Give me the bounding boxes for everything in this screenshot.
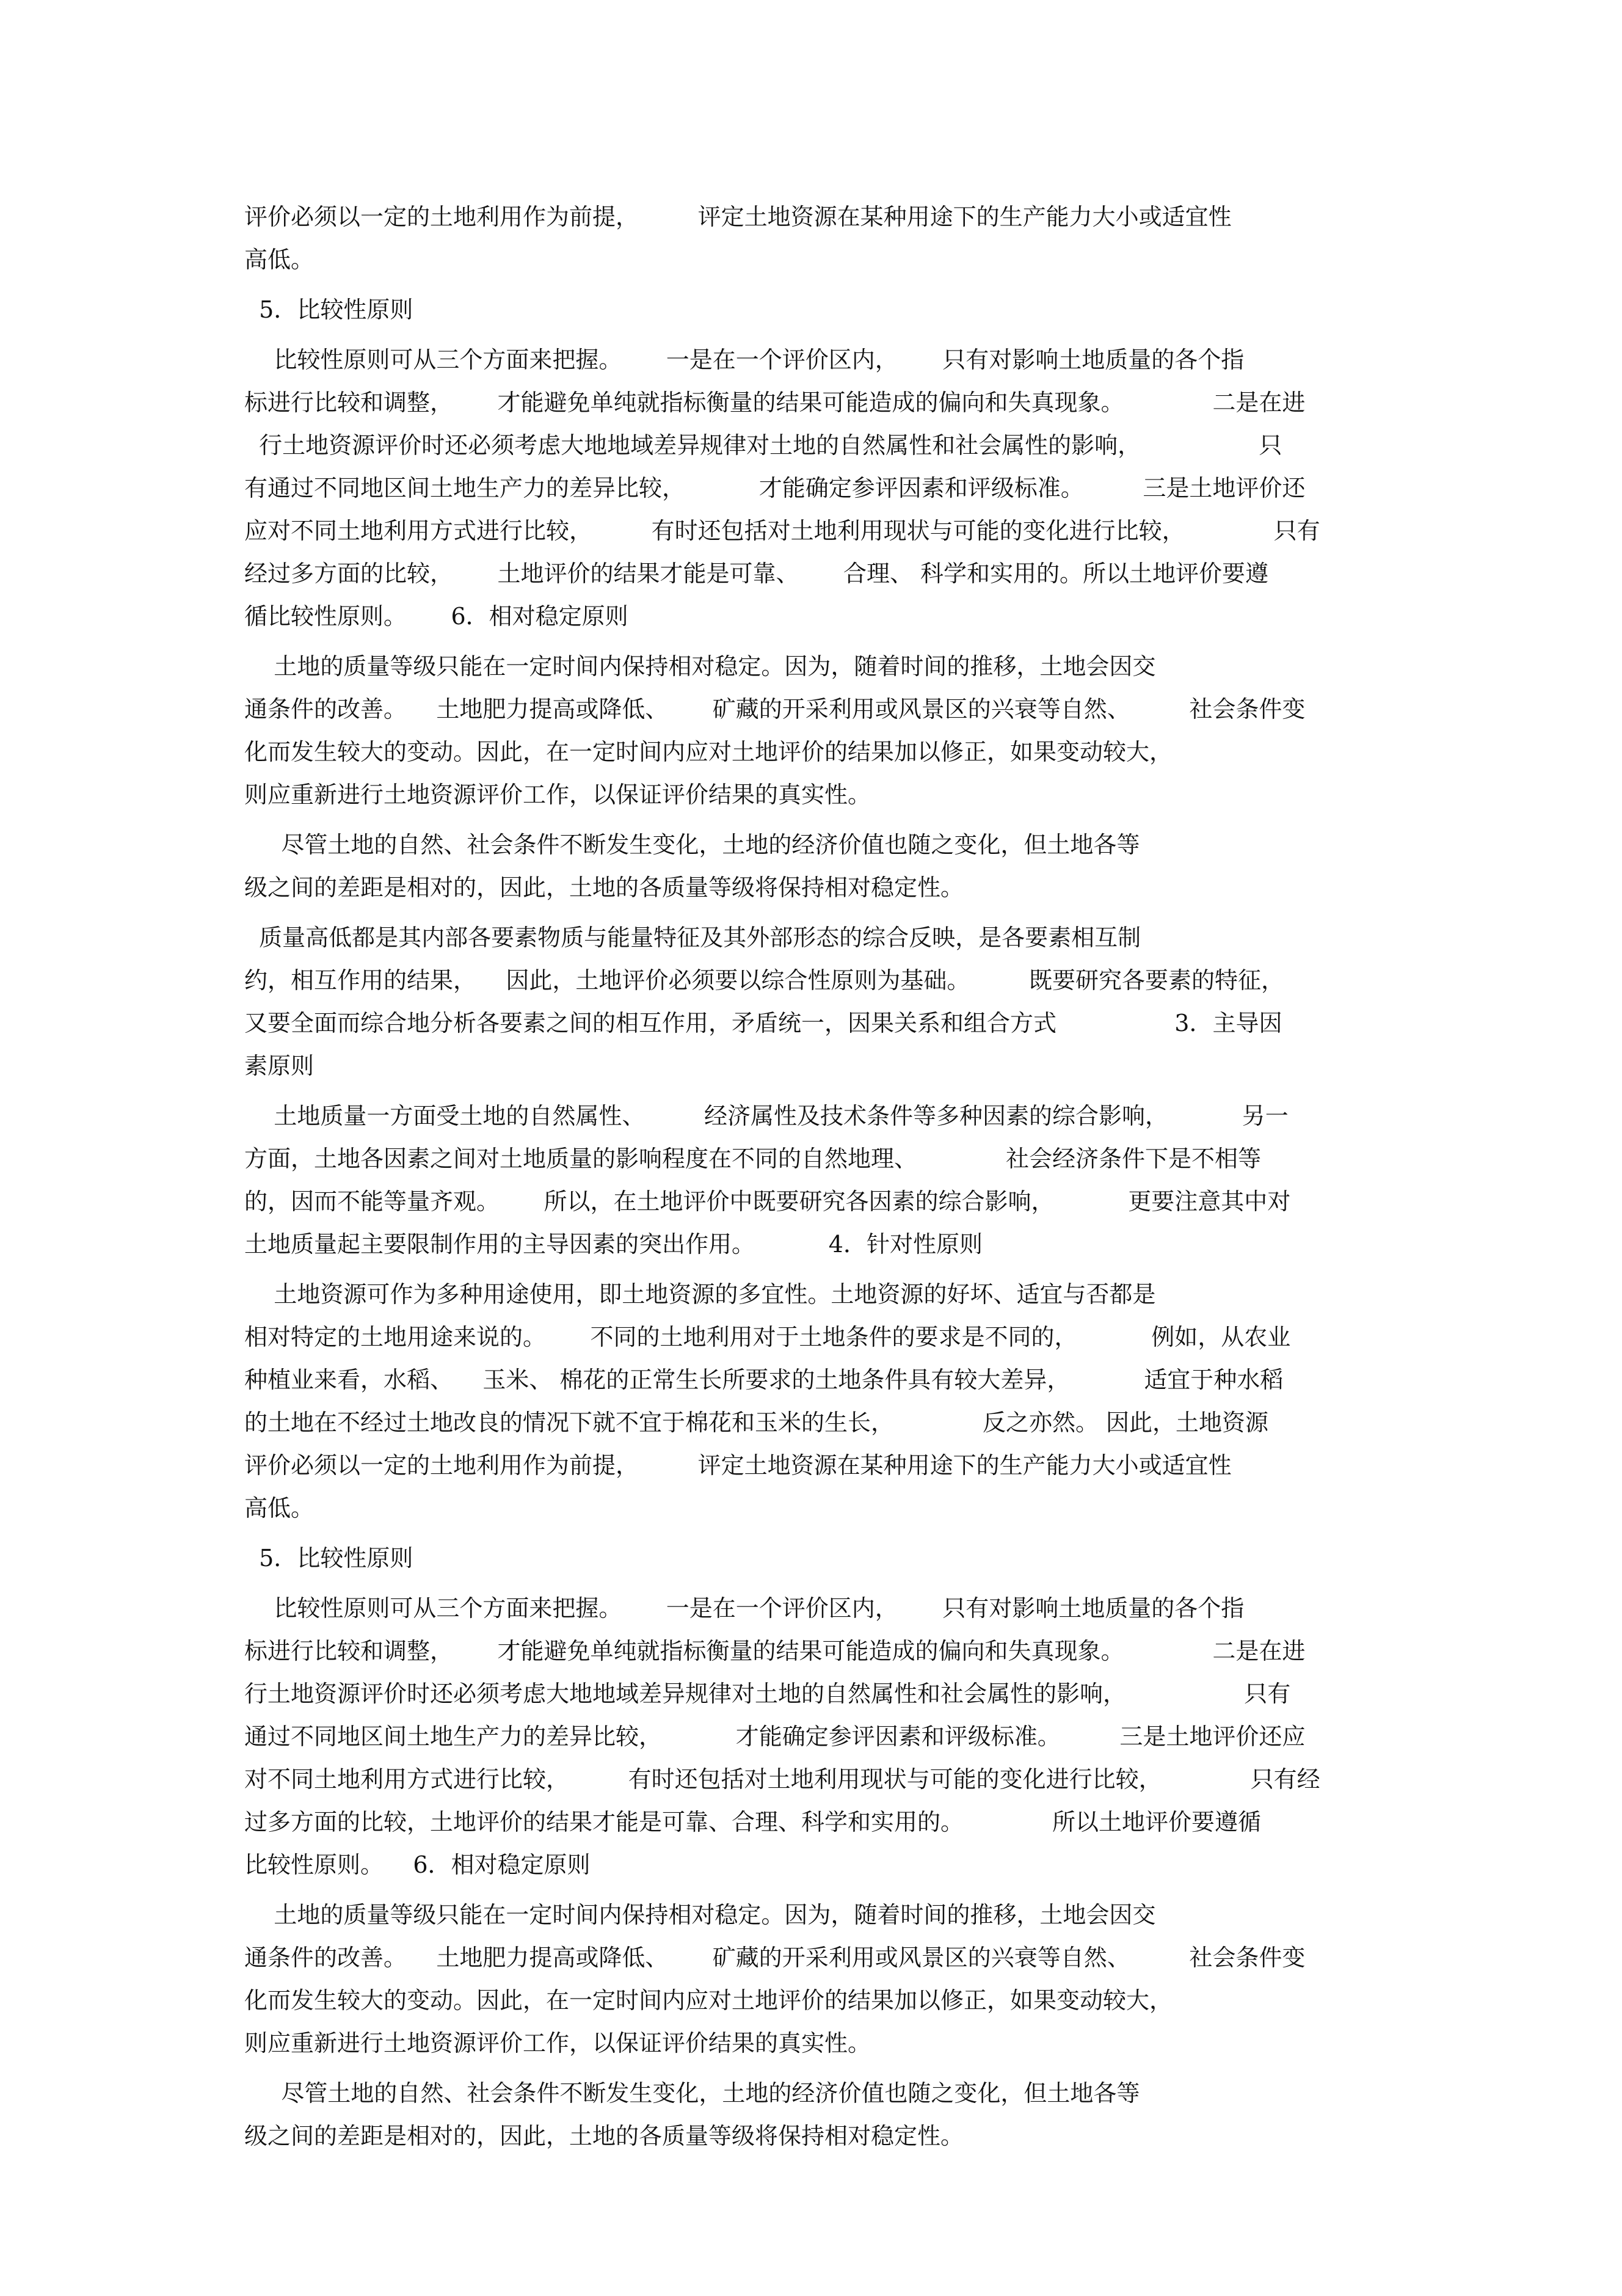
text-line-content: 相对特定的土地用途来说的。 不同的土地利用对于土地条件的要求是不同的， 例如，从农业 xyxy=(244,1324,1291,1350)
text-line xyxy=(244,1044,1386,1087)
text-line-content: 素原则 xyxy=(244,1052,315,1079)
text-line-content: 质量高低都是其内部各要素物质与能量特征及其外部形态的综合反映，是各要素相互制 xyxy=(244,924,1141,951)
text-line-content: 行土地资源评价时还必须考虑大地地域差异规律对土地的自然属性和社会属性的影响， 只 xyxy=(244,432,1282,459)
text-line xyxy=(244,595,1386,638)
text-line xyxy=(244,1672,1386,1715)
text-line-content: 高低。 xyxy=(244,1495,315,1522)
text-line-content: 比较性原则可从三个方面来把握。 一是在一个评价区内， 只有对影响土地质量的各个指 xyxy=(244,346,1245,373)
text-line xyxy=(244,509,1386,552)
text-line-content: 评价必须以一定的土地利用作为前提， 评定土地资源在某种用途下的生产能力大小或适宜性 xyxy=(244,1452,1232,1479)
text-line xyxy=(244,1893,1386,1936)
text-line xyxy=(244,2115,1386,2157)
text-line-content: 尽管土地的自然、社会条件不断发生变化，土地的经济价值也随之变化，但土地各等 xyxy=(244,831,1140,858)
paragraph-gap xyxy=(244,1529,1386,1537)
text-line-content: 5．比较性原则 xyxy=(244,296,413,323)
text-line xyxy=(244,1758,1386,1801)
text-line xyxy=(244,1843,1386,1886)
text-line-content: 的土地在不经过土地改良的情况下就不宜于棉花和玉米的生长， 反之亦然。 因此，土地资源 xyxy=(244,1409,1269,1436)
text-line xyxy=(244,1223,1386,1266)
text-line-content: 比较性原则可从三个方面来把握。 一是在一个评价区内， 只有对影响土地质量的各个指 xyxy=(244,1595,1245,1622)
paragraph-gap xyxy=(244,1580,1386,1587)
text-line xyxy=(244,1273,1386,1316)
text-line xyxy=(244,2072,1386,2115)
text-line xyxy=(244,688,1386,731)
text-line xyxy=(244,1979,1386,2022)
text-line-content: 土地资源可作为多种用途使用，即土地资源的多宜性。土地资源的好坏、适宜与否都是 xyxy=(244,1281,1156,1308)
text-line xyxy=(244,959,1386,1002)
text-line-content: 比较性原则。 6．相对稳定原则 xyxy=(244,1851,591,1878)
text-line xyxy=(244,1936,1386,1979)
text-line-content: 土地质量一方面受土地的自然属性、 经济属性及技术条件等多种因素的综合影响， 另一 xyxy=(244,1102,1289,1129)
text-line-content: 级之间的差距是相对的，因此，土地的各质量等级将保持相对稳定性。 xyxy=(244,874,964,901)
text-line xyxy=(244,288,1386,331)
text-line xyxy=(244,1358,1386,1401)
text-line xyxy=(244,381,1386,424)
text-line xyxy=(244,552,1386,595)
text-line-content: 标进行比较和调整， 才能避免单纯就指标衡量的结果可能造成的偏向和失真现象。 二是在进 xyxy=(244,389,1306,416)
text-line xyxy=(244,773,1386,816)
text-line-content: 约，相互作用的结果， 因此，土地评价必须要以综合性原则为基础。 既要研究各要素的特征， xyxy=(244,967,1284,994)
paragraph-gap xyxy=(244,1886,1386,1893)
text-line-content: 评价必须以一定的土地利用作为前提， 评定土地资源在某种用途下的生产能力大小或适宜性 xyxy=(244,203,1232,230)
text-line xyxy=(244,195,1386,238)
text-line xyxy=(244,1002,1386,1044)
text-line-content: 标进行比较和调整， 才能避免单纯就指标衡量的结果可能造成的偏向和失真现象。 二是在进 xyxy=(244,1638,1306,1664)
text-line xyxy=(244,1316,1386,1358)
paragraph-gap xyxy=(244,816,1386,823)
text-line-content: 尽管土地的自然、社会条件不断发生变化，土地的经济价值也随之变化，但土地各等 xyxy=(244,2080,1140,2107)
text-line xyxy=(244,467,1386,509)
text-line xyxy=(244,1587,1386,1630)
text-line xyxy=(244,1537,1386,1580)
text-line-content: 级之间的差距是相对的，因此，土地的各质量等级将保持相对稳定性。 xyxy=(244,2123,964,2149)
text-line-content: 方面，土地各因素之间对土地质量的影响程度在不同的自然地理、 社会经济条件下是不相等 xyxy=(244,1145,1261,1172)
text-line xyxy=(244,1715,1386,1758)
document-text-body xyxy=(244,195,1386,2157)
text-line-content: 通过不同地区间土地生产力的差异比较， 才能确定参评因素和评级标准。 三是土地评价还应 xyxy=(244,1723,1306,1750)
text-line xyxy=(244,866,1386,909)
text-line-content: 种植业来看，水稻、 玉米、 棉花的正常生长所要求的土地条件具有较大差异， 适宜于种水稻 xyxy=(244,1366,1284,1393)
text-line xyxy=(244,731,1386,773)
text-line-content: 有通过不同地区间土地生产力的差异比较， 才能确定参评因素和评级标准。 三是土地评价还 xyxy=(244,475,1306,501)
text-line xyxy=(244,645,1386,688)
text-line xyxy=(244,1401,1386,1444)
paragraph-gap xyxy=(244,331,1386,338)
text-line xyxy=(244,916,1386,959)
text-line-content: 过多方面的比较，土地评价的结果才能是可靠、合理、科学和实用的。 所以土地评价要遵循 xyxy=(244,1809,1261,1835)
text-line xyxy=(244,1444,1386,1487)
paragraph-gap xyxy=(244,281,1386,288)
text-line xyxy=(244,1180,1386,1223)
text-line-content: 土地质量起主要限制作用的主导因素的突出作用。 4．针对性原则 xyxy=(244,1231,983,1258)
text-line xyxy=(244,1801,1386,1843)
text-line-content: 通条件的改善。 土地肥力提高或降低、 矿藏的开采利用或风景区的兴衰等自然、 社会条件变 xyxy=(244,696,1306,723)
text-line xyxy=(244,1487,1386,1529)
text-line xyxy=(244,424,1386,467)
paragraph-gap xyxy=(244,1087,1386,1095)
text-line xyxy=(244,1630,1386,1672)
text-line-content: 行土地资源评价时还必须考虑大地地域差异规律对土地的自然属性和社会属性的影响， 只有 xyxy=(244,1680,1291,1707)
text-line-content: 则应重新进行土地资源评价工作，以保证评价结果的真实性。 xyxy=(244,2030,871,2057)
paragraph-gap xyxy=(244,909,1386,916)
text-line-content: 则应重新进行土地资源评价工作，以保证评价结果的真实性。 xyxy=(244,781,871,808)
text-line-content: 化而发生较大的变动。因此，在一定时间内应对土地评价的结果加以修正，如果变动较大， xyxy=(244,738,1173,765)
text-line-content: 5．比较性原则 xyxy=(244,1545,413,1572)
text-line xyxy=(244,338,1386,381)
text-line xyxy=(244,1095,1386,1137)
text-line xyxy=(244,2022,1386,2065)
text-line-content: 经过多方面的比较， 土地评价的结果才能是可靠、 合理、 科学和实用的。所以土地评价要遵 xyxy=(244,560,1269,587)
text-line xyxy=(244,238,1386,281)
paragraph-gap xyxy=(244,1266,1386,1273)
paragraph-gap xyxy=(244,638,1386,645)
text-line-content: 化而发生较大的变动。因此，在一定时间内应对土地评价的结果加以修正，如果变动较大， xyxy=(244,1987,1173,2014)
text-line xyxy=(244,823,1386,866)
text-line-content: 循比较性原则。 6．相对稳定原则 xyxy=(244,603,628,630)
document-page xyxy=(244,195,1386,2150)
text-line-content: 应对不同土地利用方式进行比较， 有时还包括对土地利用现状与可能的变化进行比较， 只有 xyxy=(244,517,1320,544)
text-line-content: 通条件的改善。 土地肥力提高或降低、 矿藏的开采利用或风景区的兴衰等自然、 社会条件变 xyxy=(244,1944,1306,1971)
text-line-content: 土地的质量等级只能在一定时间内保持相对稳定。因为，随着时间的推移，土地会因交 xyxy=(244,1901,1156,1928)
text-line-content: 高低。 xyxy=(244,246,315,273)
paragraph-gap xyxy=(244,2065,1386,2072)
text-line-content: 又要全面而综合地分析各要素之间的相互作用，矛盾统一，因果关系和组合方式 3．主导因 xyxy=(244,1010,1282,1037)
text-line-content: 的，因而不能等量齐观。 所以，在土地评价中既要研究各因素的综合影响， 更要注意其中对 xyxy=(244,1188,1291,1215)
text-line xyxy=(244,1137,1386,1180)
text-line-content: 土地的质量等级只能在一定时间内保持相对稳定。因为，随着时间的推移，土地会因交 xyxy=(244,653,1156,680)
text-line-content: 对不同土地利用方式进行比较， 有时还包括对土地利用现状与可能的变化进行比较， 只有经 xyxy=(244,1766,1320,1793)
